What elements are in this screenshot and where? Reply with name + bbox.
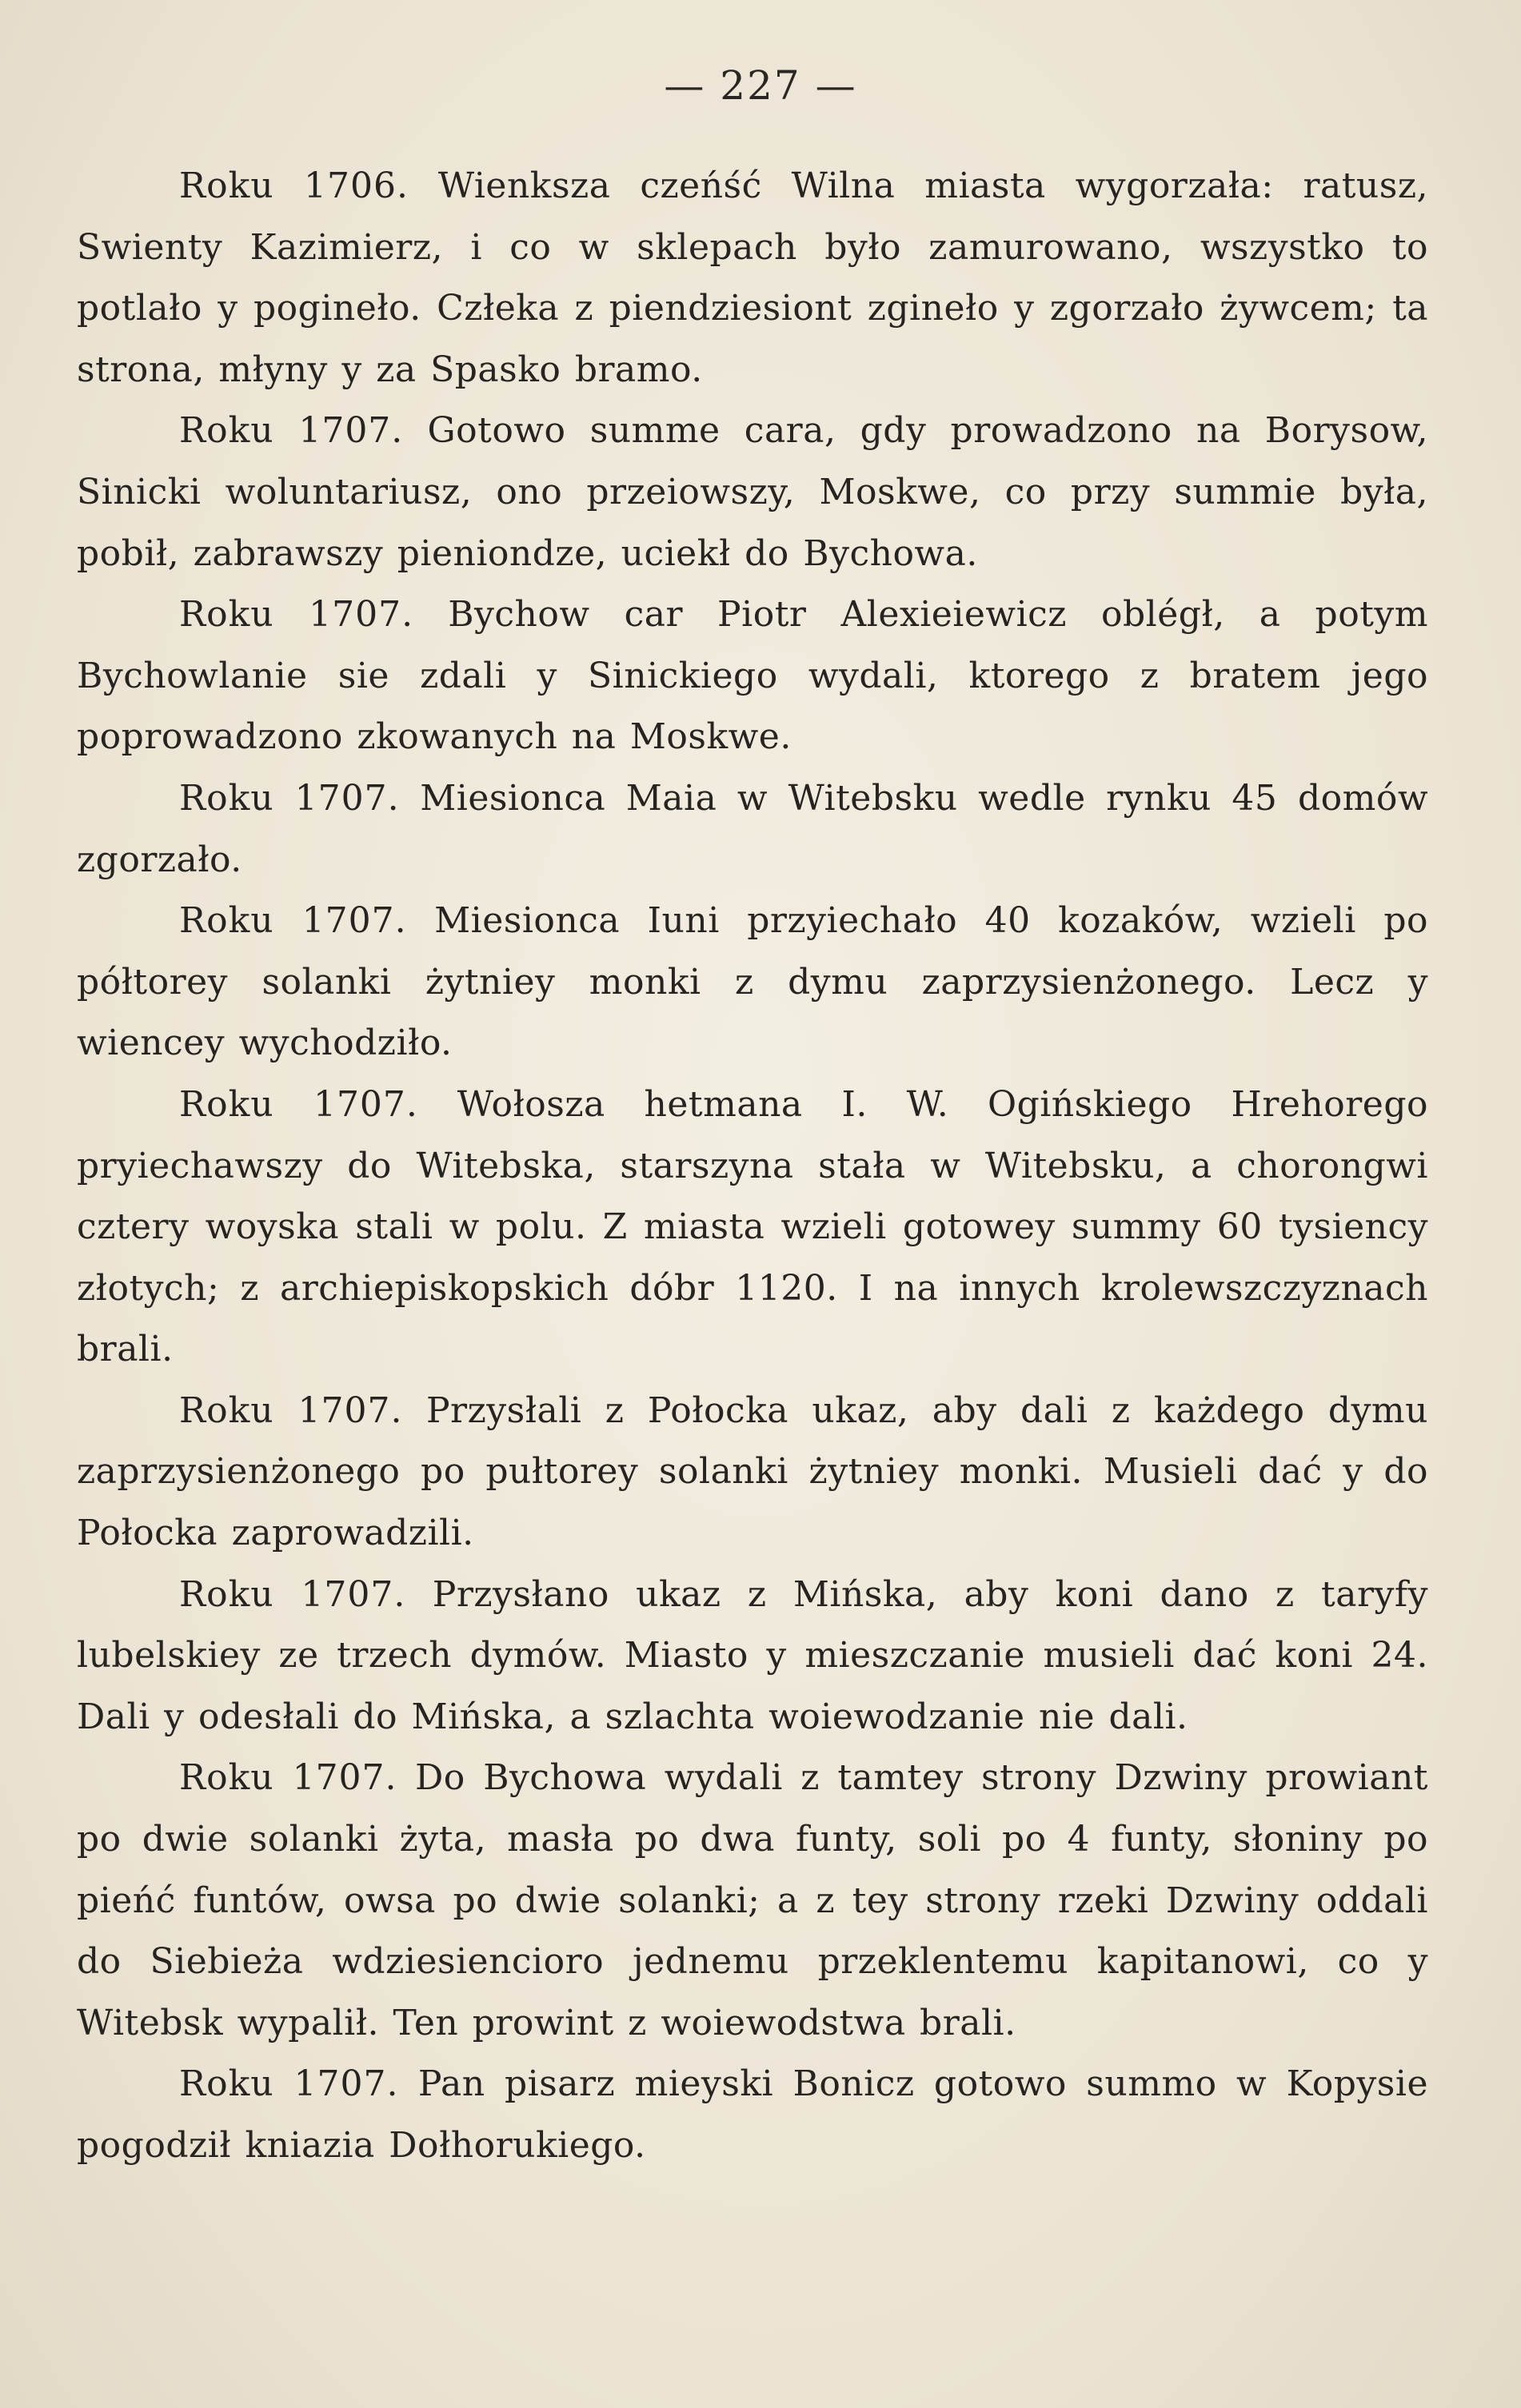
chronicle-entry [77,1074,1428,1381]
chronicle-entry [77,2054,1428,2176]
entry-year: Roku 1707. [179,2063,399,2105]
chronicle-entry [77,584,1428,768]
chronicle-entry [77,891,1428,1074]
entry-text: Gotowo summe cara, gdy prowadzono na Borysow, Sinicki woluntariusz, ono przeiowszy, Moskwe, co przy summie była, pobił, zabrawszy pieniondze, uciekł do Bychowa. [77,410,1428,574]
entry-text: Bychow car Piotr Alexieiewicz oblégł, a potym Bychowlanie sie zdali y Sinickiego wydali, ktorego z bratem jego poprowadzono zkowanych na Moskwe. [77,594,1428,758]
entry-text: Przysłano ukaz z Mińska, aby koni dano z taryfy lubelskiey ze trzech dymów. Miasto y mieszczanie musieli dać koni 24. Dali y odesłali do Mińska, a szlachta woiewodzanie nie dali. [77,1573,1428,1737]
entry-year: Roku 1707. [179,1083,418,1125]
entry-year: Roku 1707. [179,1389,403,1431]
entry-text: Miesionca Iuni przyiechało 40 kozaków, wzieli po półtorey solanki żytniey monki z dymu zaprzysienżonego. Lecz y wiencey wychodziło. [77,900,1428,1064]
entry-year: Roku 1706. [179,165,409,206]
chronicle-entry [77,156,1428,401]
entry-year: Roku 1707. [179,900,407,942]
chronicle-entry [77,1381,1428,1565]
entry-year: Roku 1707. [179,1757,397,1799]
chronicle-entry [77,1748,1428,2054]
entry-text: Wienksza czeńść Wilna miasta wygorzała: ratusz, Swienty Kazimierz, i co w sklepach było zamurowano, wszystko to potlało y pogineło. Człeka z piendziesiont zgineło y zgorzało żywcem; ta strona, młyny y za Spasko bramo. [77,165,1428,390]
chronicle-text [77,156,1428,2177]
entry-year: Roku 1707. [179,777,400,819]
chronicle-entry [77,401,1428,584]
entry-text: Pan pisarz mieyski Bonicz gotowo summo w Kopysie pogodził kniazia Dołhorukiego. [77,2063,1428,2166]
entry-text: Przysłali z Połocka ukaz, aby dali z każdego dymu zaprzysienżonego po pułtorey solanki żytniey monki. Musieli dać y do Połocka zaprowadzili. [77,1389,1428,1554]
entry-year: Roku 1707. [179,410,404,452]
entry-text: Do Bychowa wydali z tamtey strony Dzwiny prowiant po dwie solanki żyta, masła po dwa funty, soli po 4 funty, słoniny po pieńć funtów, owsa po dwie solanki; a z tey strony rzeki Dzwiny oddali do Siebieża wdziesiencioro jednemu przeklentemu kapitanowi, co y Witebsk wypalił. Ten prowint z woiewodstwa brali. [77,1757,1428,2043]
entry-text: Wołosza hetmana I. W. Ogińskiego Hrehorego pryiechawszy do Witebska, starszyna stała w Witebsku, a chorongwi cztery woyska stali w polu. Z miasta wzieli gotowey summy 60 tysiency złotych; z archiepiskopskich dóbr 1120. I na innych krolewszczyznach brali. [77,1083,1428,1370]
entry-text: Miesionca Maia w Witebsku wedle rynku 45 domów zgorzało. [77,777,1428,880]
chronicle-entry [77,768,1428,891]
chronicle-entry [77,1565,1428,1748]
entry-year: Roku 1707. [179,594,414,636]
entry-year: Roku 1707. [179,1573,406,1615]
page-number: — 227 — [664,62,857,109]
